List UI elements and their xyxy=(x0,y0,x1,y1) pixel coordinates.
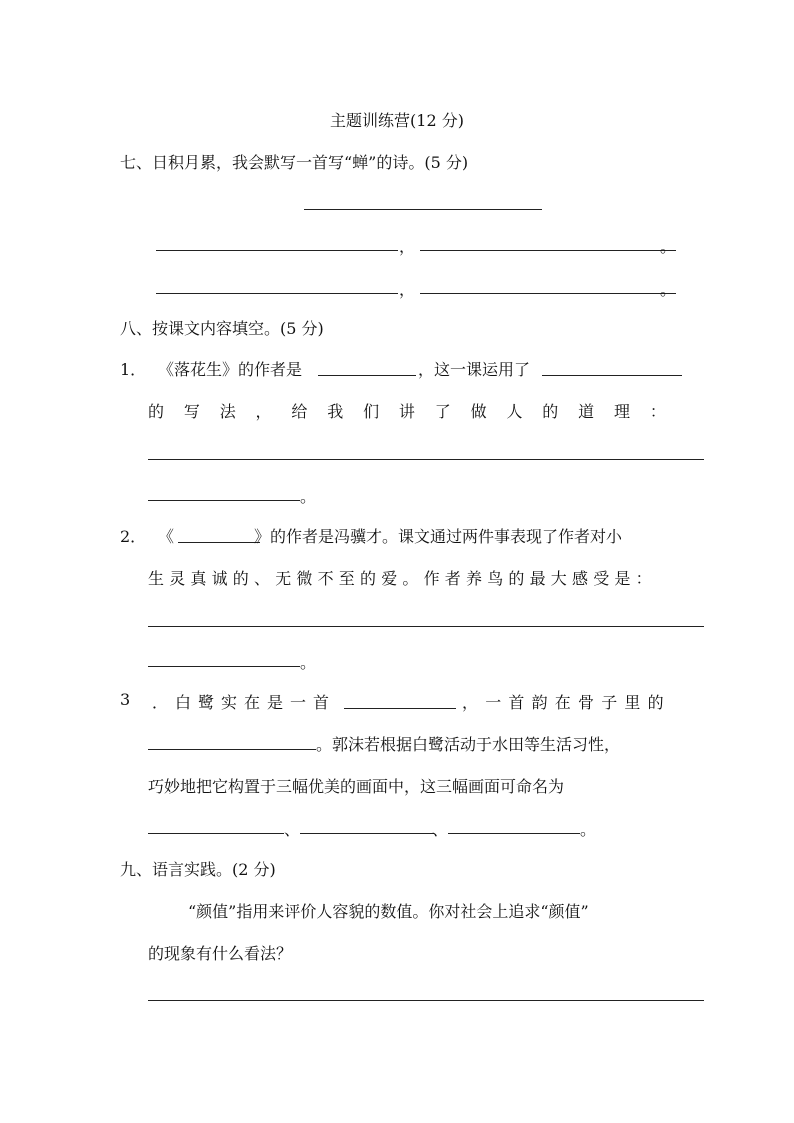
q3-line-1-a: ．白鹭实在是一首 xyxy=(152,693,337,712)
char: 写 xyxy=(183,402,200,421)
q2-number: 2． xyxy=(120,527,147,546)
q3-scene-blank-3[interactable] xyxy=(448,833,580,834)
comma: ， xyxy=(399,237,416,256)
q3-poem-blank[interactable] xyxy=(344,708,456,709)
section-7-heading: 七、日积月累，我会默写一首写“蝉”的诗。(5 分) xyxy=(120,153,469,172)
q3-number: 3 xyxy=(120,690,131,709)
q3-line-3: 巧妙地把它构置于三幅优美的画面中，这三幅画面可命名为 xyxy=(148,777,565,796)
period: 。 xyxy=(660,237,677,256)
comma: ， xyxy=(399,280,416,299)
poem-line-1-blank[interactable] xyxy=(156,250,398,251)
q3-line-2: 。郭沫若根据白鹭活动于水田等生活习性， xyxy=(316,735,621,754)
q1-text-a: 《落花生》的作者是 xyxy=(158,360,303,379)
q1-line-2 xyxy=(148,399,666,422)
char: 做 xyxy=(470,402,487,421)
page-title: 主题训练营(12 分) xyxy=(330,111,464,130)
q3-blank-2[interactable] xyxy=(148,749,316,750)
char: 了 xyxy=(434,402,451,421)
char: ， xyxy=(255,402,272,421)
q1-end-period: 。 xyxy=(300,487,317,506)
char: 的 xyxy=(148,402,165,421)
section-9-answer-blank[interactable] xyxy=(148,1000,704,1001)
section-9-text-2: 的现象有什么看法？ xyxy=(148,944,293,963)
q2-feeling-blank-2[interactable] xyxy=(148,666,300,667)
q1-text-b: ，这一课运用了 xyxy=(418,360,531,379)
poem-line-2-blank[interactable] xyxy=(420,250,676,251)
q2-feeling-blank-1[interactable] xyxy=(148,626,704,627)
q3-scene-blank-2[interactable] xyxy=(300,833,434,834)
char: 的 xyxy=(542,402,559,421)
char: 讲 xyxy=(398,402,415,421)
poem-line-3-blank[interactable] xyxy=(156,293,398,294)
q2-end-period: 。 xyxy=(300,653,317,672)
section-9-text-1: “颜值”指用来评价人容貌的数值。你对社会上追求“颜值” xyxy=(188,902,589,921)
q1-author-blank[interactable] xyxy=(318,375,416,376)
poem-title-blank[interactable] xyxy=(304,209,542,210)
q3-scene-blank-1[interactable] xyxy=(148,833,284,834)
q3-end-period: 。 xyxy=(580,820,597,839)
q2-line-2: 生灵真诚的、无微不至的爱。作者养鸟的最大感受是： xyxy=(148,569,657,588)
char: ： xyxy=(649,402,666,421)
char: 人 xyxy=(506,402,523,421)
q3-sep-2: 、 xyxy=(432,820,449,839)
char: 们 xyxy=(363,402,380,421)
q2-text-a: 《 xyxy=(158,527,175,546)
char: 道 xyxy=(578,402,595,421)
char: 理 xyxy=(613,402,630,421)
char: 法 xyxy=(219,402,236,421)
q1-method-blank[interactable] xyxy=(542,375,682,376)
q2-text-b: 》的作者是冯骥才。课文通过两件事表现了作者对小 xyxy=(254,527,623,546)
section-9-heading: 九、语言实践。(2 分) xyxy=(120,860,276,879)
q3-line-1-b: ，一首韵在骨子里的 xyxy=(462,693,671,712)
q3-sep-1: 、 xyxy=(284,820,301,839)
q1-number: 1． xyxy=(120,360,147,379)
char: 给 xyxy=(291,402,308,421)
period: 。 xyxy=(660,280,677,299)
q1-reason-blank-1[interactable] xyxy=(148,459,704,460)
q2-title-blank[interactable] xyxy=(178,542,260,543)
section-8-heading: 八、按课文内容填空。(5 分) xyxy=(120,319,324,338)
char: 我 xyxy=(327,402,344,421)
poem-line-4-blank[interactable] xyxy=(420,293,676,294)
q1-reason-blank-2[interactable] xyxy=(148,500,300,501)
